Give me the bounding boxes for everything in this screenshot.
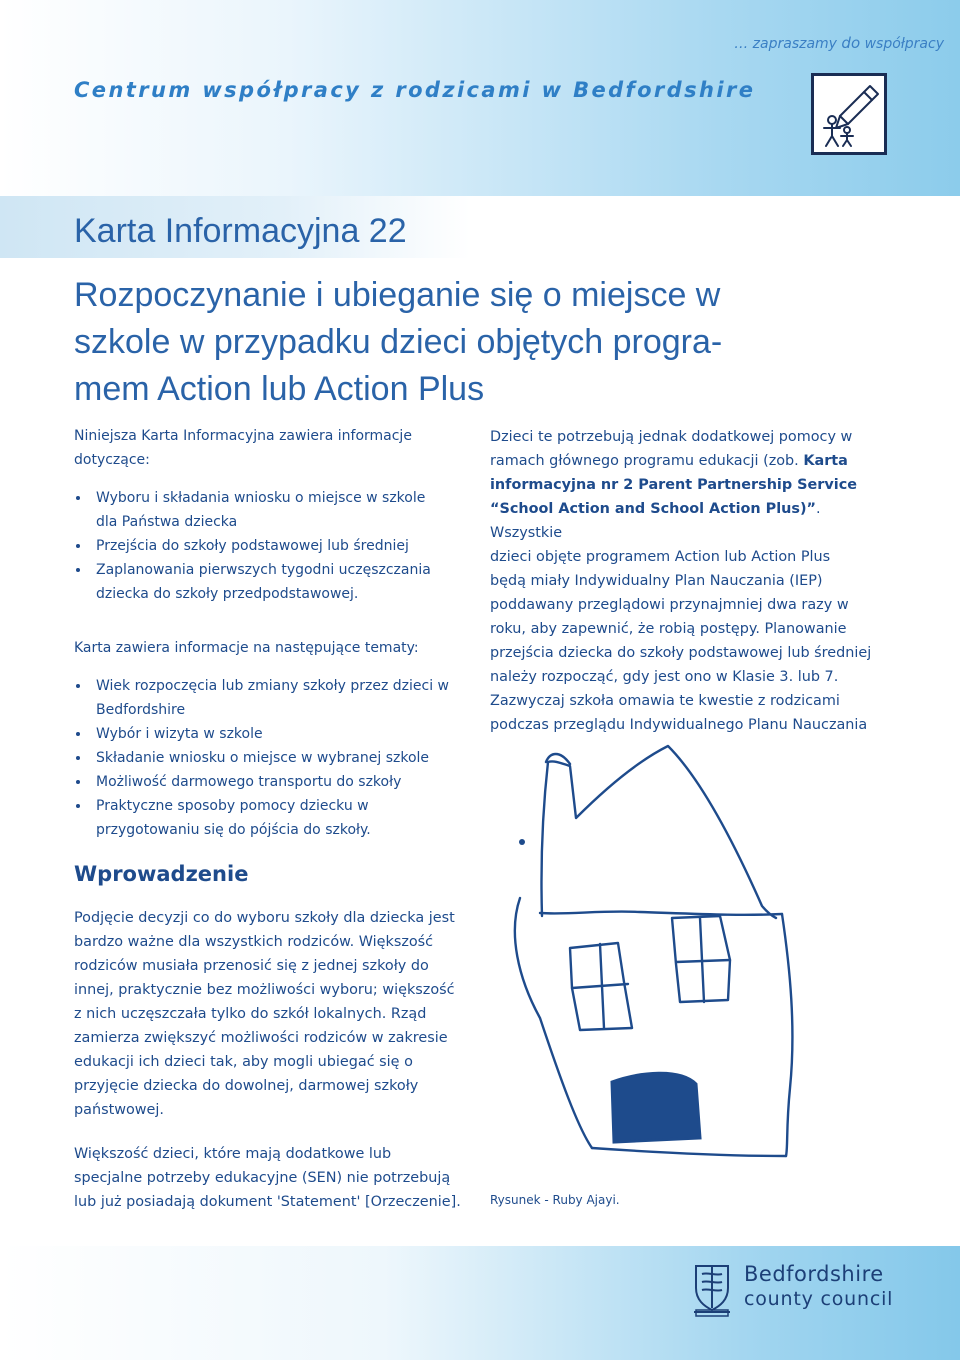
list-item: Zaplanowania pierwszych tygodni uczęszczania dziecka do szkoły przedpodstawowej. — [74, 558, 474, 606]
list-item: Wyboru i składania wniosku o miejsce w szkole dla Państwa dziecka — [74, 486, 474, 534]
council-name-line2: county council — [744, 1288, 894, 1310]
tagline-suffix: współpracy — [864, 36, 944, 52]
drawing-caption: Rysunek - Ruby Ajayi. — [490, 1193, 620, 1207]
main-title-line: szkole w przypadku dzieci objętych progra- — [74, 323, 723, 361]
main-title — [74, 272, 834, 413]
section-topics — [74, 636, 474, 842]
pencil-with-stick-figures-icon — [811, 73, 887, 155]
council-name-line1: Bedfordshire — [744, 1262, 884, 1286]
section-intro: Karta zawiera informacje na następujące tematy: — [74, 640, 419, 656]
main-title-line: Rozpoczynanie i ubieganie się o miejsce w — [74, 276, 721, 314]
list-item: Wybór i wizyta w szkole — [74, 722, 474, 746]
tagline — [734, 34, 944, 52]
bullet-list — [74, 486, 474, 606]
bullet-list — [74, 674, 474, 842]
bedfordshire-crest-icon — [690, 1262, 734, 1318]
list-item: Możliwość darmowego transportu do szkoły — [74, 770, 474, 794]
intro-paragraph: Podjęcie decyzji co do wyboru szkoły dla dziecka jest bardzo ważne dla wszystkich rodziców. Większość rodziców musiała przenosić się z jednej szkoły do innej, praktycznie bez możliwości wyboru; większość z nich uczęszczała tylko do szkół lokalnych. Rząd zamierza zwiększyć możliwości rodziców w zakresie edukacji ich dzieci tak, aby mogli ubiegać się o przyjęcie dziecka do dowolnej, darmowej szkoły państwowej. — [74, 910, 455, 1118]
list-item: Praktyczne sposoby pomocy dziecku w przygotowaniu się do pójścia do szkoły. — [74, 794, 474, 842]
section-intro: Niniejsza Karta Informacyjna zawiera informacje dotyczące: — [74, 428, 412, 468]
sheet-title: Karta Informacyjna 22 — [74, 212, 407, 250]
sen-paragraph: Większość dzieci, które mają dodatkowe lub specjalne potrzeby edukacyjne (SEN) nie potrzebują lub już posiadają dokument 'Statement' [Orzeczenie]. — [74, 1146, 461, 1210]
list-item: Przejścia do szkoły podstawowej lub średniej — [74, 534, 474, 558]
child-house-drawing-icon — [500, 738, 800, 1178]
right-paragraph: Dzieci te potrzebują jednak dodatkowej pomocy w ramach głównego programu edukacji (zob. Karta informacyjna nr 2 Parent Partnership Service “School Action and School Action Plus)”. Wszystkie dzieci objęte programem Action lub Action Plus będą miały Indywidualny Plan Nauczania (IEP) poddawany przeglądowi przynajmniej dwa razy w roku, aby zapewnić, że robią postępy. Planowanie przejścia dziecka do szkoły podstawowej lub średniej należy rozpocząć, gdy jest ono w Klasie 3. lub 7. Zazwyczaj szkoła omawia te kwestie z rodzicami podczas przeglądu Indywidualnego Planu Nauczania — [490, 429, 872, 733]
list-item: Składanie wniosku o miejsce w wybranej szkole — [74, 746, 474, 770]
centre-title: Centrum współpracy z rodzicami w Bedfordshire — [74, 78, 756, 102]
tagline-do: do — [841, 34, 861, 52]
section-contents — [74, 424, 474, 606]
section-heading: Wprowadzenie — [74, 862, 249, 886]
list-item: Wiek rozpoczęcia lub zmiany szkoły przez dzieci w Bedfordshire — [74, 674, 474, 722]
tagline-prefix: … zapraszamy — [734, 36, 837, 52]
main-title-line: mem Action lub Action Plus — [74, 370, 485, 408]
